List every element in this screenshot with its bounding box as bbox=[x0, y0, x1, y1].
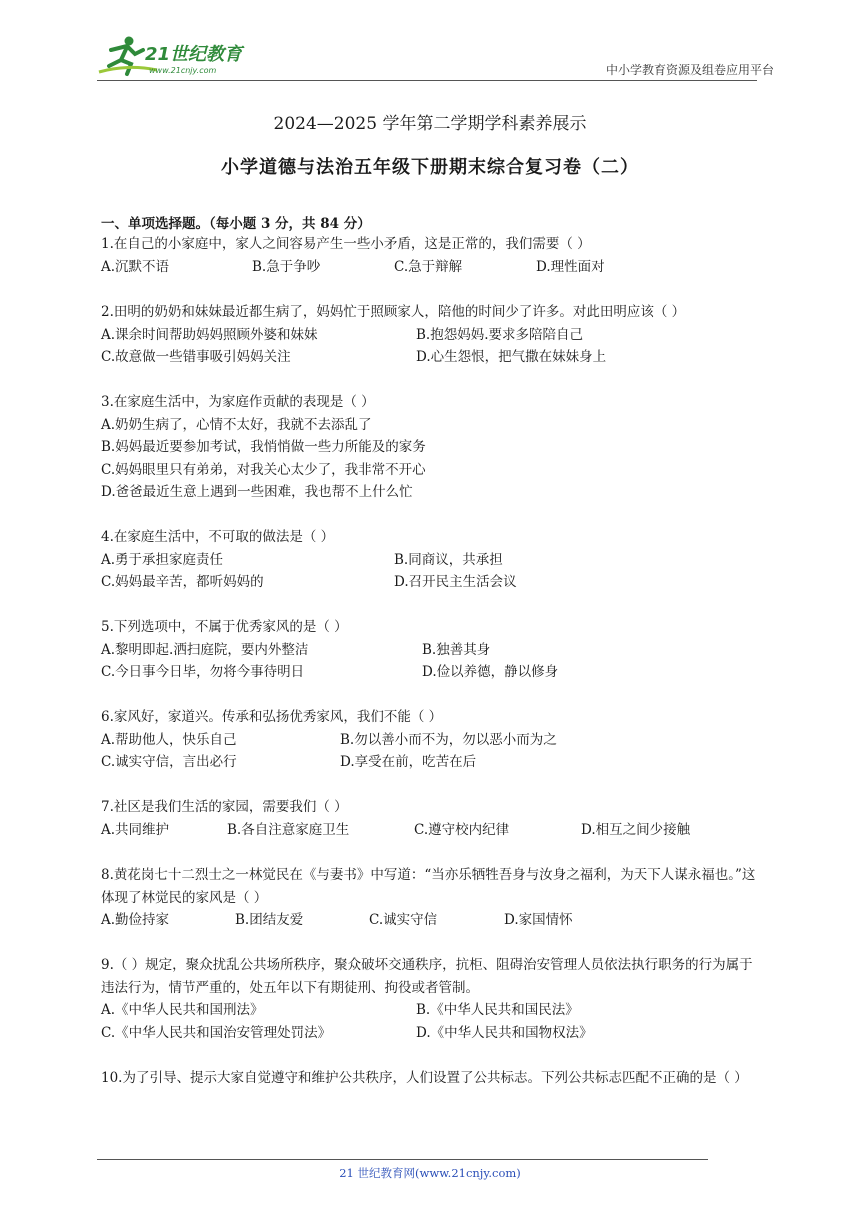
option-a: A.课余时间帮助妈妈照顾外婆和妹妹 bbox=[101, 326, 318, 343]
question-stem: 1.在自己的小家庭中，家人之间容易产生一些小矛盾，这是正常的，我们需要（ ） bbox=[101, 236, 591, 252]
option-d: D.理性面对 bbox=[536, 258, 605, 275]
option-b: B.急于争吵 bbox=[252, 258, 321, 275]
footer-divider bbox=[97, 1159, 708, 1160]
option-c: C.诚实守信，言出必行 bbox=[101, 754, 237, 770]
svg-text:www.21cnjy.com: www.21cnjy.com bbox=[149, 66, 217, 75]
question-stem: 5.下列选项中，不属于优秀家风的是（ ） bbox=[101, 619, 348, 635]
question-stem: 10.为了引导、提示大家自觉遵守和维护公共秩序，人们设置了公共标志。下列公共标志匹配不正确的是（ ） bbox=[101, 1070, 748, 1086]
question-10 bbox=[101, 1067, 765, 1090]
option-b: B.《中华人民共和国民法》 bbox=[416, 1002, 579, 1018]
option-b: B.勿以善小而不为，勿以恶小而为之 bbox=[340, 731, 557, 748]
option-d: D.相互之间少接触 bbox=[581, 821, 691, 838]
option-b: B.抱怨妈妈.要求多陪陪自己 bbox=[416, 326, 584, 343]
question-8 bbox=[101, 864, 765, 932]
option-d: D.《中华人民共和国物权法》 bbox=[416, 1024, 593, 1041]
option-c: C.妈妈最辛苦，都听妈妈的 bbox=[101, 574, 264, 590]
question-6 bbox=[101, 706, 765, 774]
question-1 bbox=[101, 233, 765, 278]
option-c: C.诚实守信 bbox=[369, 912, 438, 928]
option-c: C.急于辩解 bbox=[394, 258, 463, 275]
option-b: B.妈妈最近要参加考试，我悄悄做一些力所能及的家务 bbox=[101, 439, 426, 455]
question-7 bbox=[101, 796, 765, 841]
option-a: A.共同维护 bbox=[101, 821, 170, 838]
option-a: A.奶奶生病了，心情不太好，我就不去添乱了 bbox=[101, 416, 372, 433]
option-d: D.家国情怀 bbox=[504, 912, 573, 928]
option-c: C.遵守校内纪律 bbox=[414, 821, 510, 838]
option-d: D.俭以养德，静以修身 bbox=[422, 664, 559, 680]
option-a: A.黎明即起.洒扫庭院，要内外整洁 bbox=[101, 641, 309, 658]
svg-text:21世纪教育: 21世纪教育 bbox=[145, 44, 243, 65]
exam-paper-title: 小学道德与法治五年级下册期末综合复习卷（二） bbox=[221, 157, 639, 178]
option-b: B.独善其身 bbox=[422, 641, 491, 658]
question-2 bbox=[101, 301, 765, 369]
question-3 bbox=[101, 391, 765, 504]
option-d: D.心生怨恨，把气撒在妹妹身上 bbox=[416, 349, 607, 365]
runner-logo-icon bbox=[97, 34, 257, 80]
question-stem: 3.在家庭生活中，为家庭作贡献的表现是（ ） bbox=[101, 394, 375, 410]
question-9 bbox=[101, 954, 765, 1044]
option-c: C.今日事今日毕，勿将今事待明日 bbox=[101, 664, 305, 680]
header-divider bbox=[97, 80, 757, 81]
section-heading: 一、单项选择题。（每小题 3 分，共 84 分） bbox=[101, 216, 371, 232]
option-a: A.帮助他人，快乐自己 bbox=[101, 731, 237, 748]
question-4 bbox=[101, 526, 765, 594]
option-c: C.故意做一些错事吸引妈妈关注 bbox=[101, 349, 291, 365]
option-c: C.妈妈眼里只有弟弟，对我关心太少了，我非常不开心 bbox=[101, 461, 426, 478]
question-stem: 2.田明的奶奶和妹妹最近都生病了，妈妈忙于照顾家人，陪他的时间少了许多。对此田明应该（ ） bbox=[101, 304, 686, 320]
option-c: C.《中华人民共和国治安管理处罚法》 bbox=[101, 1024, 332, 1041]
site-logo bbox=[97, 34, 257, 80]
question-stem: 6.家风好，家道兴。传承和弘扬优秀家风，我们不能（ ） bbox=[101, 709, 443, 725]
option-b: B.同商议，共承担 bbox=[394, 551, 503, 568]
question-5 bbox=[101, 616, 765, 684]
option-d: D.享受在前，吃苦在后 bbox=[340, 754, 477, 770]
option-a: A.沉默不语 bbox=[101, 258, 170, 275]
platform-tagline: 中小学教育资源及组卷应用平台 bbox=[606, 63, 775, 77]
exam-term-title: 2024—2025 学年第二学期学科素养展示 bbox=[273, 114, 587, 134]
question-stem: 7.社区是我们生活的家园，需要我们（ ） bbox=[101, 799, 348, 815]
question-stem: 8.黄花岗七十二烈士之一林觉民在《与妻书》中写道：“当亦乐牺牲吾身与汝身之福利，为天下人谋永福也。”这体现了林觉民的家风是（ ） bbox=[101, 867, 756, 906]
option-a: A.勤俭持家 bbox=[101, 912, 170, 928]
option-d: D.爸爸最近生意上遇到一些困难，我也帮不上什么忙 bbox=[101, 484, 413, 500]
option-b: B.团结友爱 bbox=[235, 912, 304, 928]
option-d: D.召开民主生活会议 bbox=[394, 574, 517, 590]
question-stem: 4.在家庭生活中，不可取的做法是（ ） bbox=[101, 529, 335, 545]
option-a: A.《中华人民共和国刑法》 bbox=[101, 1002, 264, 1018]
question-stem: 9.（ ）规定，聚众扰乱公共场所秩序，聚众破坏交通秩序，抗柜、阻碍治安管理人员依法执行职务的行为属于违法行为，情节严重的，处五年以下有期徒刑、拘役或者管制。 bbox=[101, 957, 753, 996]
option-a: A.勇于承担家庭责任 bbox=[101, 551, 224, 568]
footer-site-link[interactable]: 21 世纪教育网(www.21cnjy.com) bbox=[339, 1166, 521, 1180]
option-b: B.各自注意家庭卫生 bbox=[227, 821, 350, 838]
